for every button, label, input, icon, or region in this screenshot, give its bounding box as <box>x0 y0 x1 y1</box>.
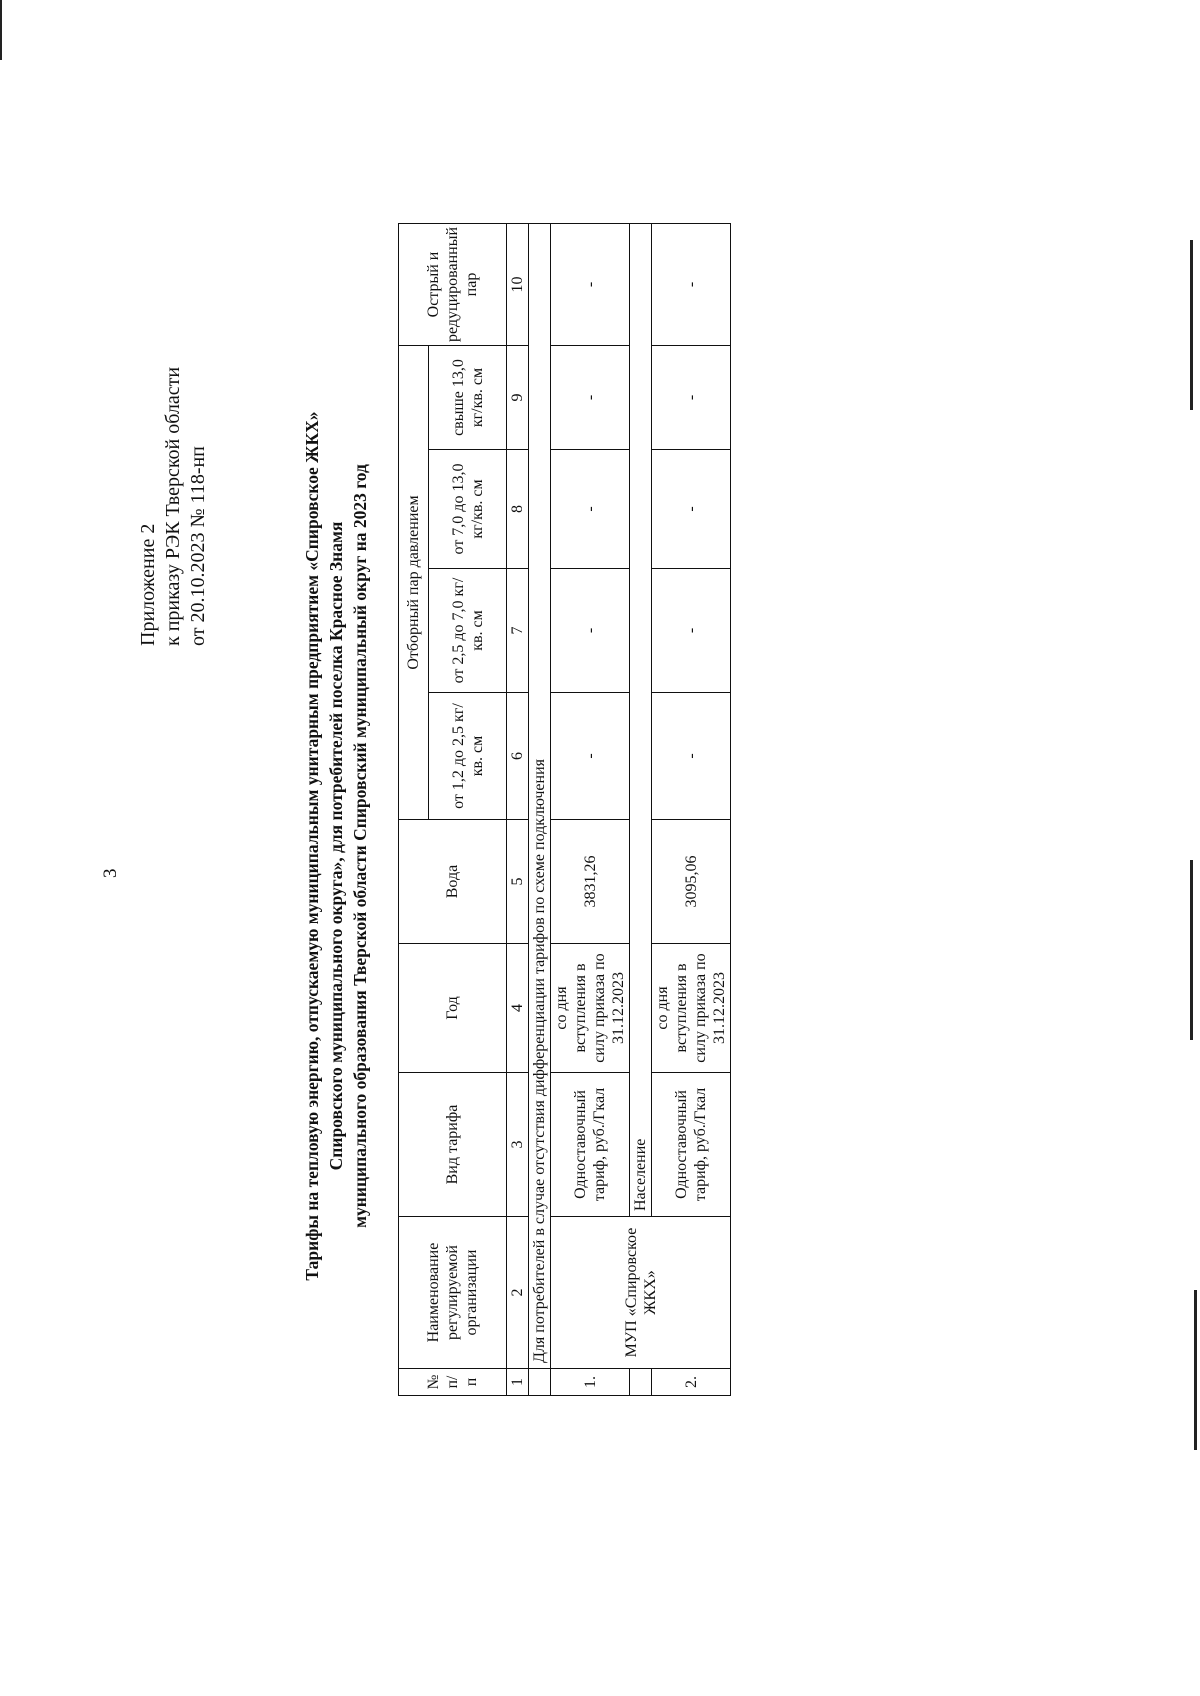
title-line: Спировского муниципального округа», для потребителей поселка Красное Знамя <box>326 521 346 1171</box>
pressure-3-value: - <box>551 450 630 569</box>
section-spacer <box>529 1369 551 1396</box>
pressure-1-value: - <box>551 693 630 820</box>
header-pressure-3: от 7,0 до 13,0 кг/кв. см <box>429 450 507 569</box>
pressure-2-value: - <box>551 569 630 693</box>
sharp-steam-value: - <box>551 223 630 345</box>
column-number: 3 <box>507 1073 529 1217</box>
header-sharp-steam: Острый и редуцированный пар <box>399 223 507 345</box>
annex-line: Приложение 2 <box>137 523 159 646</box>
section-general-label: Для потребителей в случае отсутствия дифференциации тарифов по схеме подключения <box>529 223 551 1368</box>
column-number: 2 <box>507 1217 529 1369</box>
header-no: № п/ п <box>399 1369 507 1396</box>
column-numbers-row <box>507 223 529 1395</box>
column-number: 6 <box>507 693 529 820</box>
organization-name: МУП «Спировское ЖКХ» <box>551 1217 731 1369</box>
pressure-4-value: - <box>551 346 630 450</box>
header-pressure-2: от 2,5 до 7,0 кг/кв. см <box>429 569 507 693</box>
pressure-4-value: - <box>652 346 731 450</box>
column-number: 7 <box>507 569 529 693</box>
water-tariff: 3095,06 <box>652 820 731 944</box>
table-row <box>551 223 630 1395</box>
header-water: Вода <box>399 820 507 944</box>
header-pressure-1: от 1,2 до 2,5 кг/кв. см <box>429 693 507 820</box>
annex-reference <box>136 367 211 646</box>
tariff-period: со дня вступления в силу приказа по 31.12.2023 <box>551 944 630 1073</box>
header-steam-group: Отборный пар давлением <box>399 346 429 820</box>
tariff-type: Одноставочный тариф, руб./Гкал <box>551 1073 630 1217</box>
tariff-table <box>398 223 731 1396</box>
page-number: 3 <box>100 868 121 878</box>
column-number: 1 <box>507 1369 529 1396</box>
column-number: 10 <box>507 223 529 345</box>
section-population-label: Население <box>630 223 652 1216</box>
row-number: 1. <box>551 1369 630 1396</box>
annex-line: от 20.10.2023 № 118-нп <box>187 446 209 646</box>
tariff-type: Одноставочный тариф, руб./Гкал <box>652 1073 731 1217</box>
pressure-1-value: - <box>652 693 731 820</box>
title-line: Тарифы на тепловую энергию, отпускаемую муниципальным унитарным предприятием «Спировское ЖКХ» <box>302 411 322 1281</box>
header-pressure-4: свыше 13,0 кг/кв. см <box>429 346 507 450</box>
water-tariff: 3831,26 <box>551 820 630 944</box>
section-spacer <box>630 1369 652 1396</box>
column-number: 5 <box>507 820 529 944</box>
header-year: Год <box>399 944 507 1073</box>
annex-line: к приказу РЭК Тверской области <box>162 366 184 646</box>
column-number: 8 <box>507 450 529 569</box>
title-line: муниципального образования Тверской области Спировский муниципальный округ на 2023 год <box>350 464 370 1228</box>
sharp-steam-value: - <box>652 223 731 345</box>
header-tariff-type: Вид тарифа <box>399 1073 507 1217</box>
column-number: 4 <box>507 944 529 1073</box>
pressure-2-value: - <box>652 569 731 693</box>
header-organization: Наименование регулируемой организации <box>399 1217 507 1369</box>
tariff-period: со дня вступления в силу приказа по 31.12.2023 <box>652 944 731 1073</box>
document-title <box>300 296 372 1396</box>
row-number: 2. <box>652 1369 731 1396</box>
column-number: 9 <box>507 346 529 450</box>
section-row <box>529 223 551 1395</box>
pressure-3-value: - <box>652 450 731 569</box>
